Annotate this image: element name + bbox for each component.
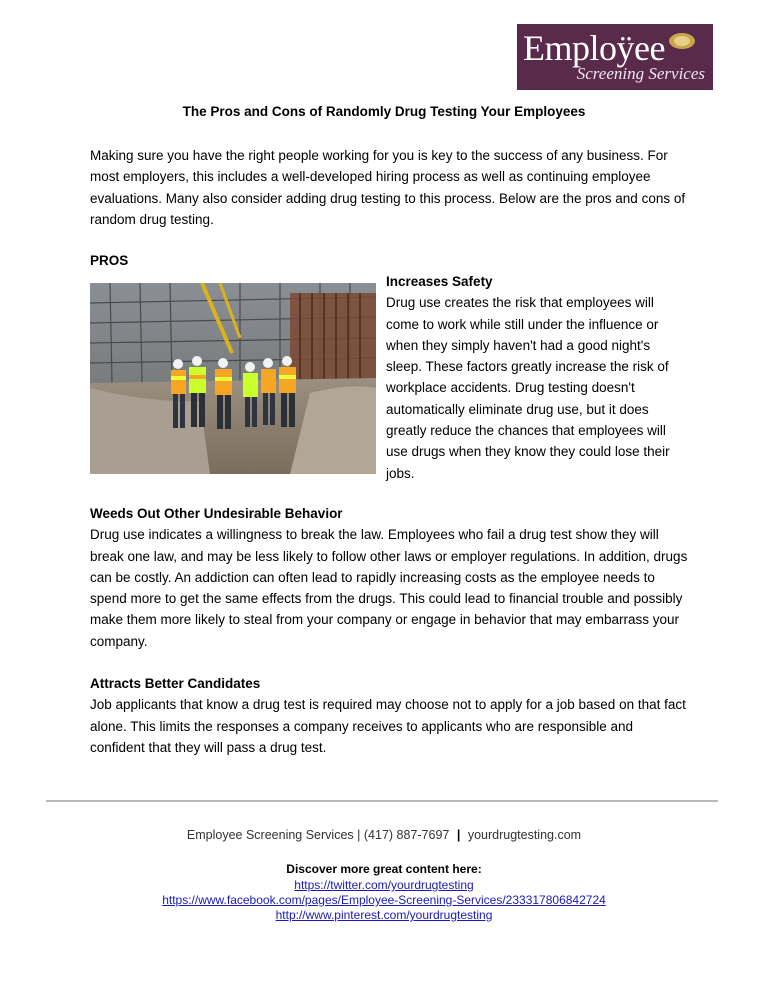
pinterest-link[interactable]: http://www.pinterest.com/yourdrugtesting — [275, 908, 493, 922]
section-heading: Attracts Better Candidates — [90, 676, 261, 691]
pros-heading: PROS — [90, 253, 129, 268]
logo-wordmark: Emploÿee — [523, 28, 665, 68]
section-heading: Increases Safety — [386, 274, 493, 289]
discover-heading: Discover more great content here: — [286, 862, 482, 876]
logo-badge-icon — [667, 30, 697, 52]
section-increases-safety — [386, 271, 684, 484]
footer-site: yourdrugtesting.com — [467, 828, 582, 842]
company-logo — [517, 24, 713, 90]
footer-divider — [46, 800, 718, 802]
section-heading: Weeds Out Other Undesirable Behavior — [90, 506, 343, 521]
footer-separator: | — [456, 828, 461, 842]
section-body: Drug use indicates a willingness to break the law. Employees who fail a drug test show they will break one law, and may be less likely to follow other laws or employer regulations. In addition, drugs can be costly. An addiction can often lead to rapidly increasing costs as the employee needs to spend more to get the same effects from the drugs. This could lead to financial trouble and possibly make them more likely to steal from your company or engage in behavior that may embarrass your company. — [90, 527, 688, 649]
footer-company: Employee Screening Services — [186, 828, 354, 842]
section-body: Drug use creates the risk that employees will come to work while still under the influence or when they simply haven't had a good night's sleep. These factors greatly increase the risk of workplace accidents. Drug testing doesn't automatically eliminate drug use, but it does greatly reduce the chances that employees will use drugs when they know they could lose their jobs. — [386, 295, 670, 481]
footer-separator: | — [357, 828, 361, 842]
facebook-link[interactable]: https://www.facebook.com/pages/Employee-Screening-Services/233317806842724 — [162, 893, 606, 907]
section-weeds-out-behavior — [90, 503, 690, 652]
construction-workers-photo — [90, 283, 376, 474]
footer-contact-line — [0, 827, 768, 843]
document-title: The Pros and Cons of Randomly Drug Testing Your Employees — [182, 104, 586, 119]
section-attracts-candidates — [90, 673, 690, 758]
footer-phone: (417) 887-7697 — [363, 828, 450, 842]
twitter-link[interactable]: https://twitter.com/yourdrugtesting — [294, 878, 474, 892]
section-body: Job applicants that know a drug test is required may choose not to apply for a job based on that fact alone. This limits the responses a company receives to applicants who are responsible and confident that they will pass a drug test. — [90, 697, 686, 755]
intro-paragraph: Making sure you have the right people working for you is key to the success of any business. For most employers, this includes a well-developed hiring process as well as continuing employee evaluations. Many also consider adding drug testing to this process. Below are the pros and cons of random drug testing. — [90, 148, 686, 227]
footer-links — [0, 878, 768, 923]
logo-subtitle: Screening Services — [576, 64, 705, 83]
